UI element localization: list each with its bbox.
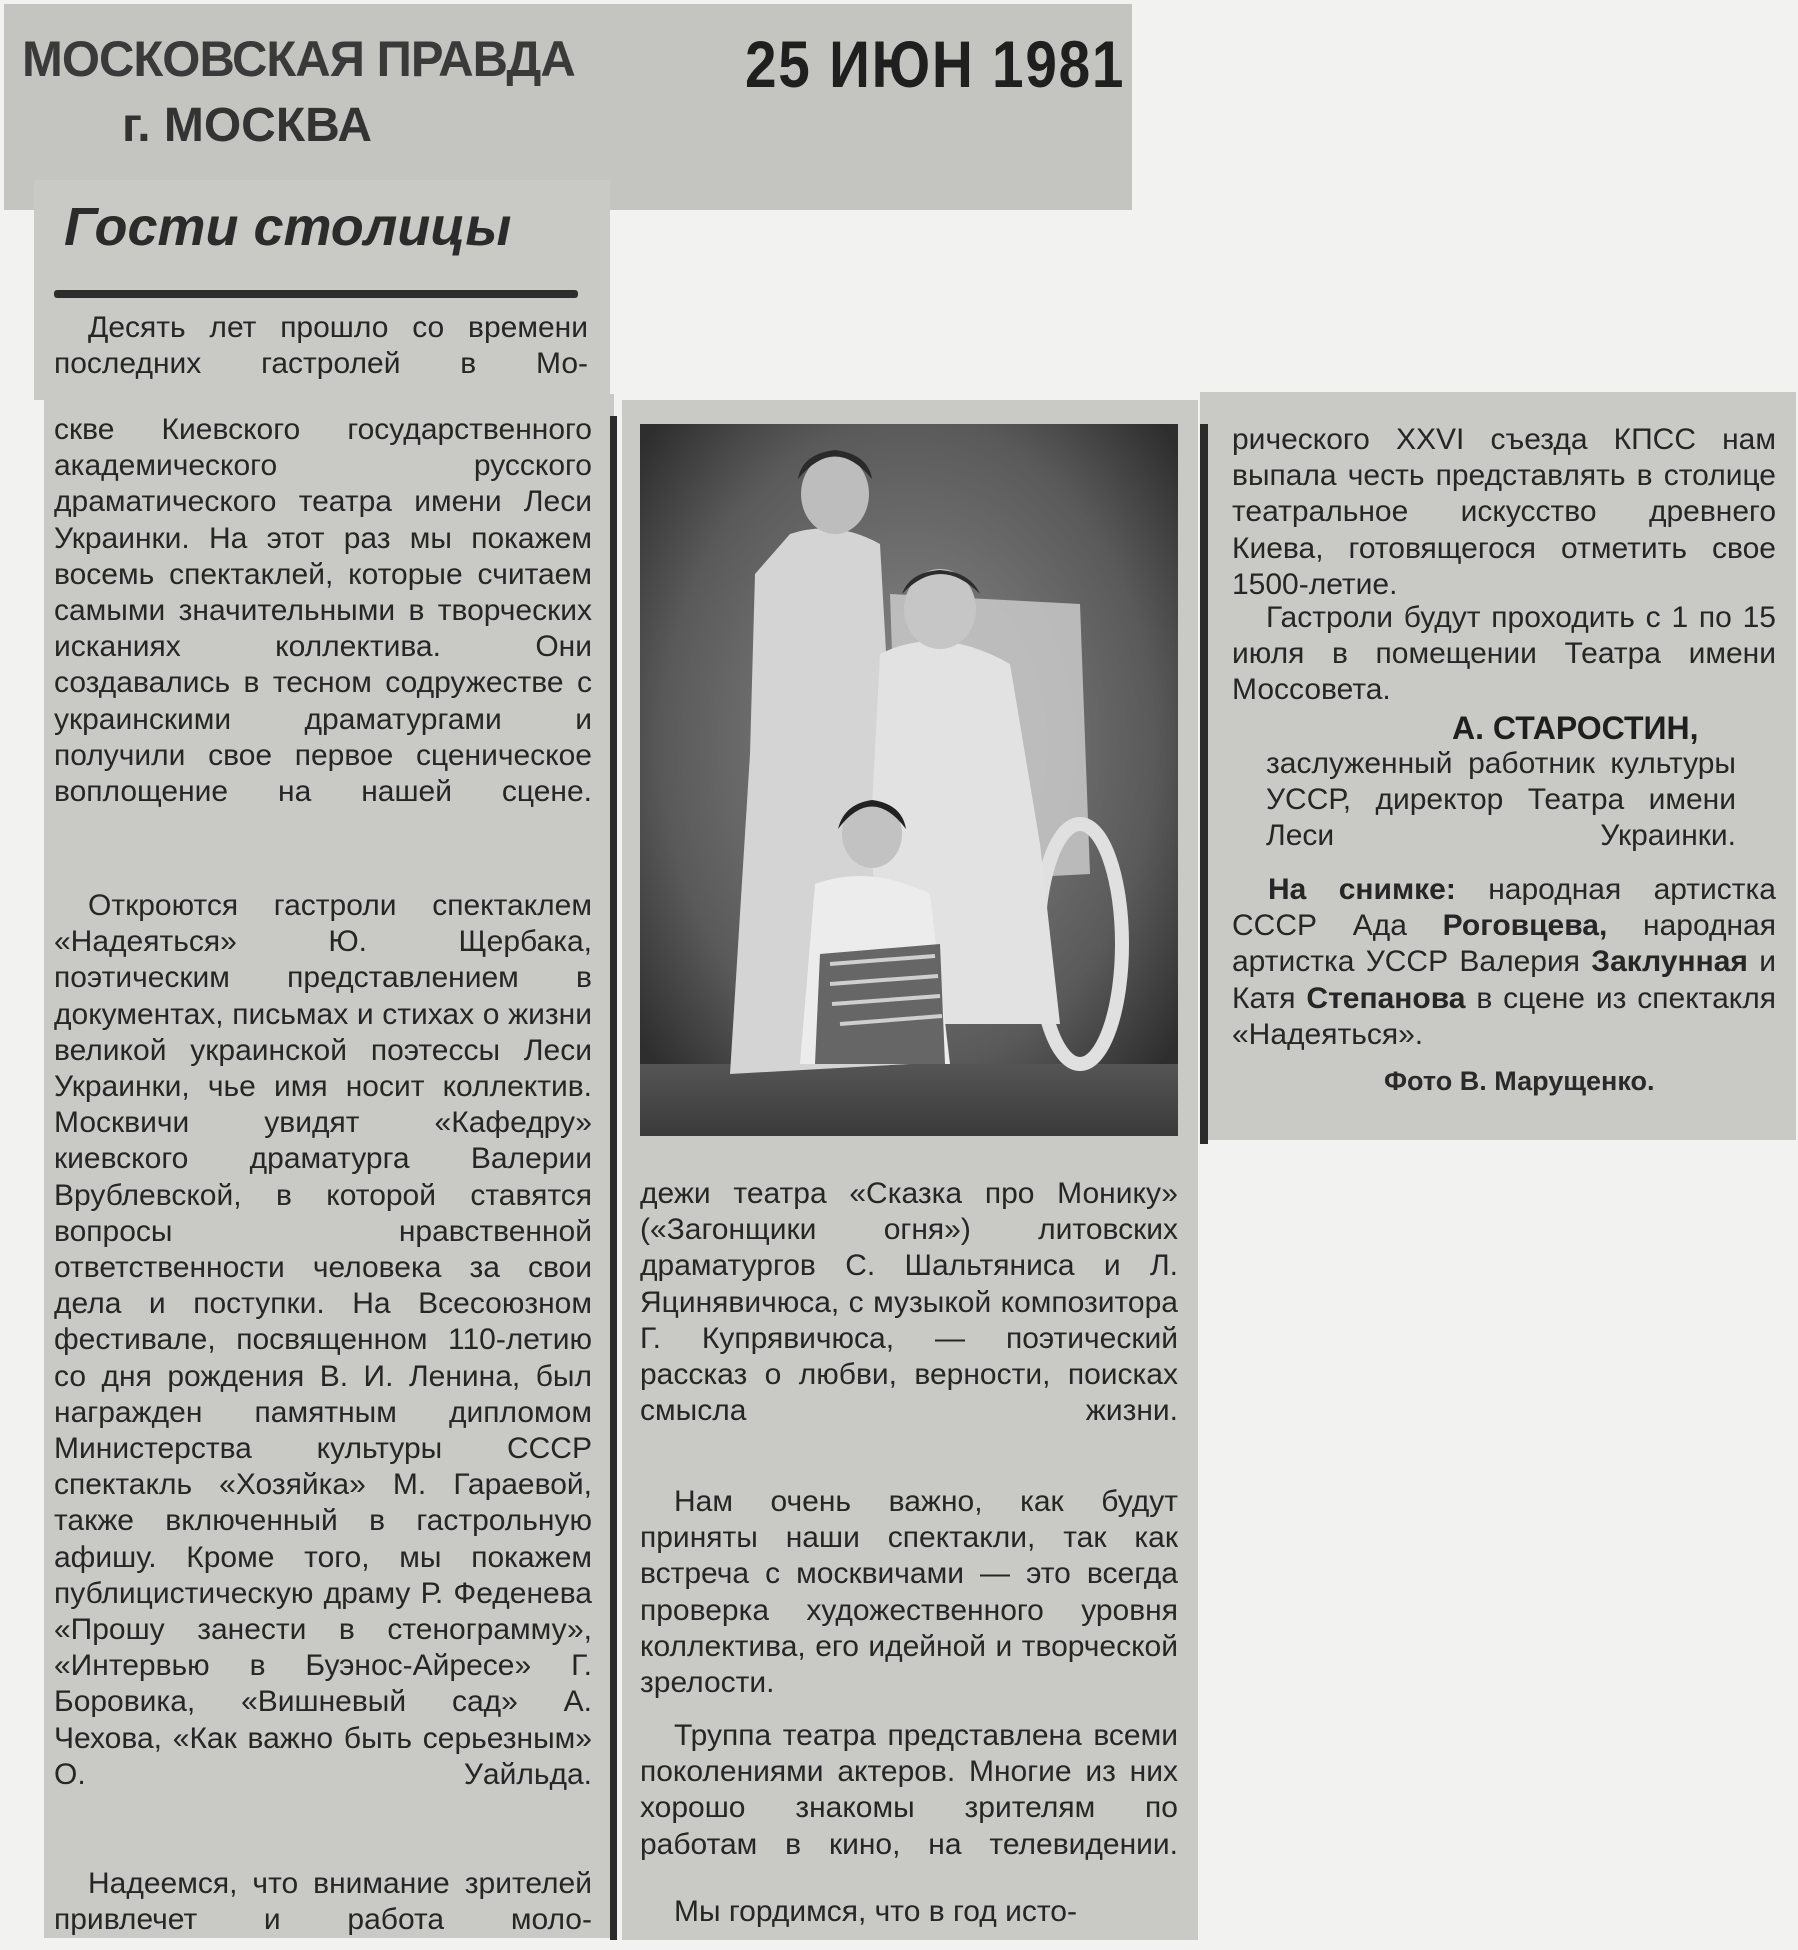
caption-text-d: в сцене из спектакля «Надеяться».: [1232, 981, 1776, 1051]
author-name: А. СТАРОСТИН,: [1452, 710, 1699, 746]
caption-name-1: Роговцева,: [1442, 909, 1608, 943]
caption-text-a: народная артистка СССР Ада: [1232, 873, 1776, 943]
column-rule-1: [610, 416, 617, 1940]
title-underline: [54, 290, 578, 298]
col2-paragraph-4: Мы гордимся, что в год исто-: [674, 1895, 1077, 1928]
photo-image: [640, 424, 1178, 1136]
caption-name-2: Заклунная: [1591, 945, 1748, 979]
col2-paragraph-3: Труппа театра представлена всеми поколениями актеров. Многие из них хорошо знакомы зрителям по работам в кино, на телевидении.: [640, 1719, 1178, 1861]
article-title: Гости столицы: [64, 197, 512, 257]
photo-credit-label: Фото: [1384, 1066, 1453, 1096]
column-rule-2: [1200, 424, 1208, 1144]
photo-credit: [1384, 1066, 1655, 1097]
caption-name-3: Степанова: [1306, 981, 1466, 1015]
photo-caption: [1232, 872, 1776, 1054]
col2-paragraph-1: дежи театра «Сказка про Монику» («Загонщики огня») литовских драматургов С. Шальтяниса и Л. Яцинявичюса, с музыкой композитора Г. Купрявичюса, — поэтический рассказ о любви, верности, поисках смысла жизни.: [640, 1177, 1178, 1428]
col3-paragraph-2: Гастроли будут проходить с 1 по 15 июля в помещении Театра имени Моссовета.: [1232, 601, 1776, 707]
col3-paragraph-1: рического XXVI съезда КПСС нам выпала честь представлять в столице театральное искусство древнего Киева, готовящегося отметить свое 1500-летие.: [1232, 423, 1776, 601]
col1-paragraph-3: Надеемся, что внимание зрителей привлечет и работа моло-: [54, 1867, 592, 1937]
author-title: заслуженный работник культуры УССР, директор Театра имени Леси Украинки.: [1266, 747, 1736, 853]
newspaper-city: г. МОСКВА: [122, 99, 373, 152]
caption-label: На снимке:: [1268, 873, 1456, 906]
col1-paragraph-2: Откроются гастроли спектаклем «Надеяться» Ю. Щербака, поэтическим представлением в документах, письмах и стихах о жизни великой украинской поэтессы Леси Украинки, чье имя носит коллектив. Москвичи увидят «Кафедру» киевского драматурга Валерии Врублевской, в которой ставятся вопросы нравственной ответственности человека за свои дела и поступки. На Всесоюзном фестивале, посвященном 110-летию со дня рождения В. И. Ленина, был награжден памятным дипломом Министерства культуры СССР спектакль «Хозяйка» М. Гараевой, также включенный в гастрольную афишу. Кроме того, мы покажем публицистическую драму Р. Феденева «Прошу занести в стенограмму», «Интервью в Буэнос-Айресе» Г. Боровика, «Вишневый сад» А. Чехова, «Как важно быть серьезным» О. Уайльда.: [54, 889, 592, 1791]
clipping-date: 25 ИЮН 1981: [745, 27, 1126, 101]
col1-intro: Десять лет прошло со времени последних гастролей в Мо-: [54, 311, 588, 381]
caption-text-b: народная артистка УССР Валерия: [1232, 909, 1776, 979]
newspaper-name: МОСКОВСКАЯ ПРАВДА: [22, 31, 575, 87]
photo: [640, 424, 1178, 1136]
caption-text-c: и Катя: [1232, 945, 1776, 1015]
col2-paragraph-2: Нам очень важно, как будут приняты наши спектакли, так как встреча с москвичами — это всегда проверка художественного уровня коллектива, его идейной и творческой зрелости.: [640, 1485, 1178, 1700]
col1-paragraph-1: скве Киевского государственного академического русского драматического театра имени Леси Украинки. На этот раз мы покажем восемь спектаклей, которые считаем самыми значительными в творческих исканиях коллектива. Они создавались в тесном содружестве с украинскими драматургами и получили свое первое сценическое воплощение на нашей сцене.: [54, 413, 592, 809]
photo-credit-author: В. Марущенко.: [1459, 1066, 1655, 1096]
